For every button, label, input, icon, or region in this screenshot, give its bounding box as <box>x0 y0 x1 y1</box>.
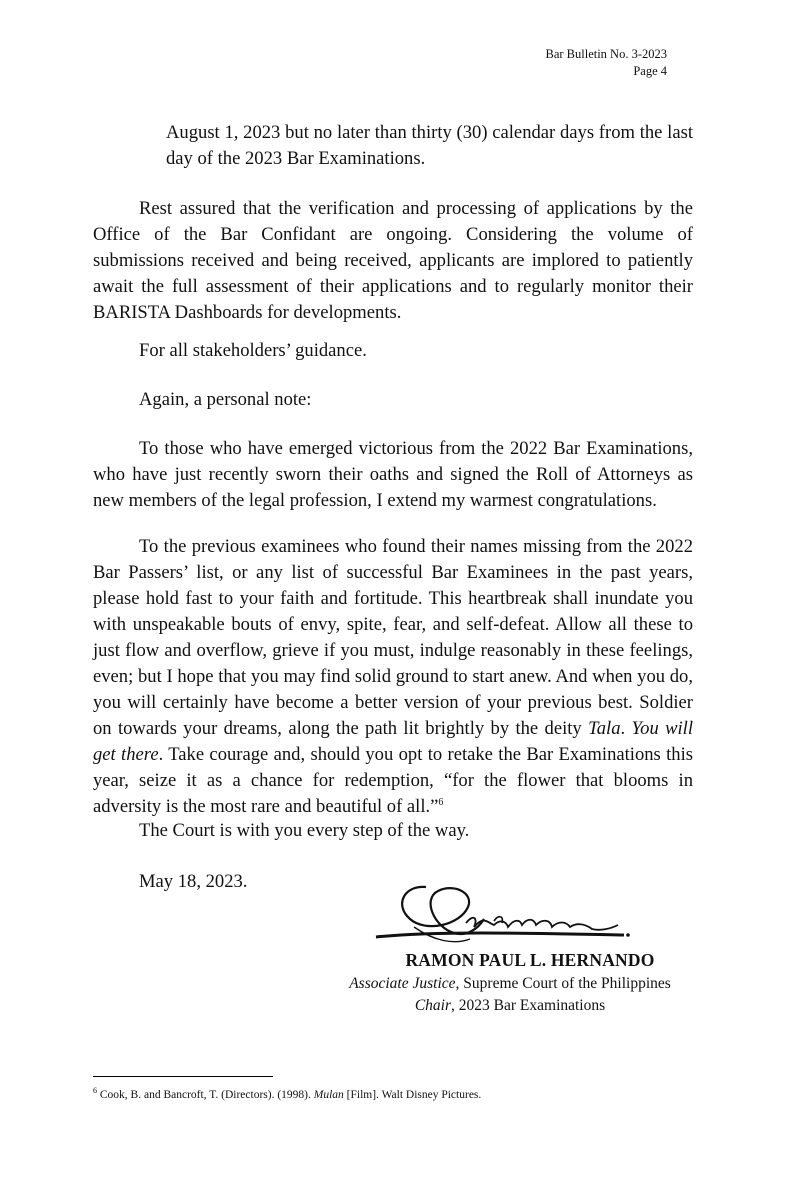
handwritten-signature <box>374 875 664 955</box>
footnote-divider <box>93 1076 273 1077</box>
signatory-role-justice <box>335 975 685 993</box>
footnote-marker: 6 <box>93 1086 97 1096</box>
page-number: Page 4 <box>633 64 667 78</box>
paragraph-guidance: For all stakeholders’ guidance. <box>139 340 367 361</box>
footnote-text-a: Cook, B. and Bancroft, T. (Directors). (1998). <box>97 1089 314 1101</box>
footnote-italic: Mulan <box>313 1089 344 1101</box>
signatory-role-chair <box>335 997 685 1015</box>
paragraph-congratulations: To those who have emerged victorious from the 2022 Bar Examinations, who have just recently sworn their oaths and signed the Roll of Attorneys as new members of the legal profession, I extend my warmest congratulations. <box>93 438 693 511</box>
paragraph-verification: Rest assured that the verification and processing of applications by the Office of the Bar Confidant are ongoing. Considering the volume of submissions received and being received, applicants are implored to patiently await the full assessment of their applications and to regularly monitor their BARISTA Dashboards for developments. <box>93 198 693 323</box>
encouragement-italic: You will get there <box>93 718 694 765</box>
bulletin-number: Bar Bulletin No. 3-2023 <box>545 47 667 61</box>
continued-paragraph: August 1, 2023 but no later than thirty (30) calendar days from the last day of the 2023 Bar Examinations. <box>166 122 693 169</box>
signatory-name: RAMON PAUL L. HERNANDO <box>405 950 655 970</box>
date-line: May 18, 2023. <box>139 871 248 892</box>
encouragement-text-a: To the previous examinees who found their names missing from the 2022 Bar Passers’ list, or any list of successful Bar Examinees in the past years, please hold fast to your faith and fortitude. This heartbreak shall inundate you with unspeakable bouts of envy, spite, fear, and self-defeat. Allow all these to just flow and overflow, grieve if you must, indulge reasonably in these feelings, even; but I hope that you may find solid ground to start anew. And when you do, you will certainly have become a better version of your previous best. Soldier on towards your dreams, along the path lit brightly by the deity <box>93 536 693 739</box>
encouragement-text-b: . <box>620 718 632 739</box>
footnote-reference: 6 <box>438 796 444 808</box>
encouragement-tala: Tala <box>588 718 621 739</box>
role-chair-rest: , 2023 Bar Examinations <box>451 997 606 1014</box>
footnote-text-b: [Film]. Walt Disney Pictures. <box>343 1089 482 1101</box>
paragraph-court: The Court is with you every step of the way. <box>139 820 470 841</box>
role-justice-italic: Associate Justice <box>349 975 456 992</box>
page-header <box>545 46 667 80</box>
paragraph-encouragement <box>93 534 693 820</box>
paragraph-personal-note: Again, a personal note: <box>139 389 312 410</box>
footnote <box>93 1088 481 1103</box>
encouragement-text-c: . Take courage and, should you opt to retake the Bar Examinations this year, seize it as a chance for redemption, “for the flower that blooms in adversity is the most rare and beautiful of all.” <box>93 744 693 817</box>
role-chair-italic: Chair <box>414 997 452 1014</box>
role-justice-rest: , Supreme Court of the Philippines <box>455 975 671 992</box>
